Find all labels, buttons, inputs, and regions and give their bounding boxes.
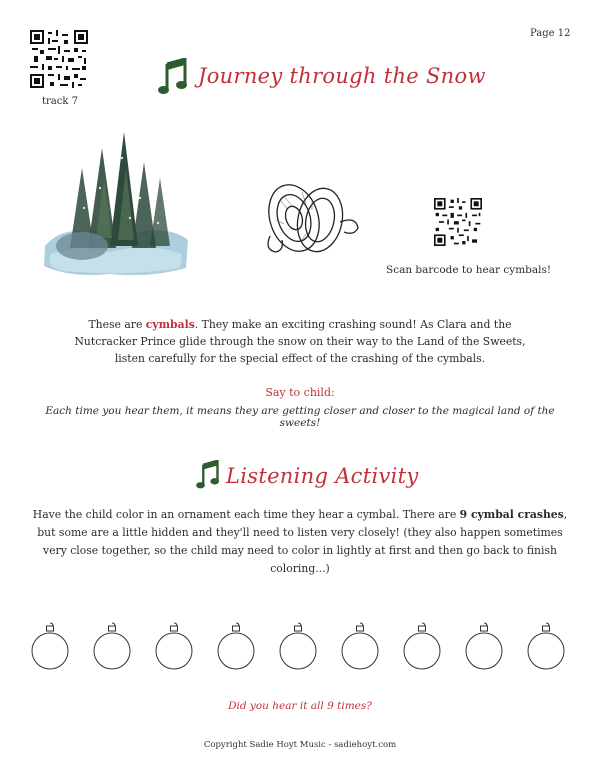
ornament-5[interactable] xyxy=(278,622,318,672)
activity-text-after: , but some are a little hidden and they'll need to listen very closely! (they also happen sometimes very close together, so the child may need to color in lightly at first and then go back to finish coloring...) xyxy=(37,508,568,575)
copyright: Copyright Sadie Hoyt Music - sadiehoyt.com xyxy=(203,740,397,750)
cymbals-highlight: cymbals xyxy=(145,318,195,331)
cymbals-illustration xyxy=(262,180,362,266)
section-title-listening: Listening Activity xyxy=(226,464,419,488)
description-part1: These are xyxy=(88,318,146,331)
page-number: Page 12 xyxy=(530,28,571,39)
snowy-trees-illustration xyxy=(40,128,192,278)
ornament-9[interactable] xyxy=(526,622,566,672)
closing-question: Did you hear it all 9 times? xyxy=(228,700,372,712)
ornament-2[interactable] xyxy=(92,622,132,672)
ornament-6[interactable] xyxy=(340,622,380,672)
cymbals-description xyxy=(60,316,540,367)
music-note-icon xyxy=(196,460,220,496)
ornament-3[interactable] xyxy=(154,622,194,672)
ornament-8[interactable] xyxy=(464,622,504,672)
ornament-7[interactable] xyxy=(402,622,442,672)
ornament-1[interactable] xyxy=(30,622,70,672)
section-title-journey: Journey through the Snow xyxy=(198,64,486,88)
ornament-row xyxy=(30,622,580,682)
say-to-child-text: Each time you hear them, it means they are getting closer and closer to the magical land of the sweets! xyxy=(45,405,555,429)
track-label: track 7 xyxy=(42,96,78,107)
description-part2: . They make an exciting crashing sound! As Clara and the Nutcracker Prince glide through the snow on their way to the Land of the Sweets, listen carefully for the special effect of the crashing of the cymbals. xyxy=(74,318,526,365)
activity-text-before: Have the child color in an ornament each time they hear a cymbal. There are xyxy=(32,508,460,521)
activity-highlight: 9 cymbal crashes xyxy=(459,508,564,521)
qr-code-cymbals[interactable] xyxy=(434,198,482,246)
qr-code-track[interactable] xyxy=(30,30,88,88)
activity-instructions xyxy=(30,506,570,578)
qr-caption: Scan barcode to hear cymbals! xyxy=(386,264,552,276)
ornament-4[interactable] xyxy=(216,622,256,672)
music-note-icon xyxy=(158,58,188,102)
say-to-child-label: Say to child: xyxy=(265,386,335,399)
